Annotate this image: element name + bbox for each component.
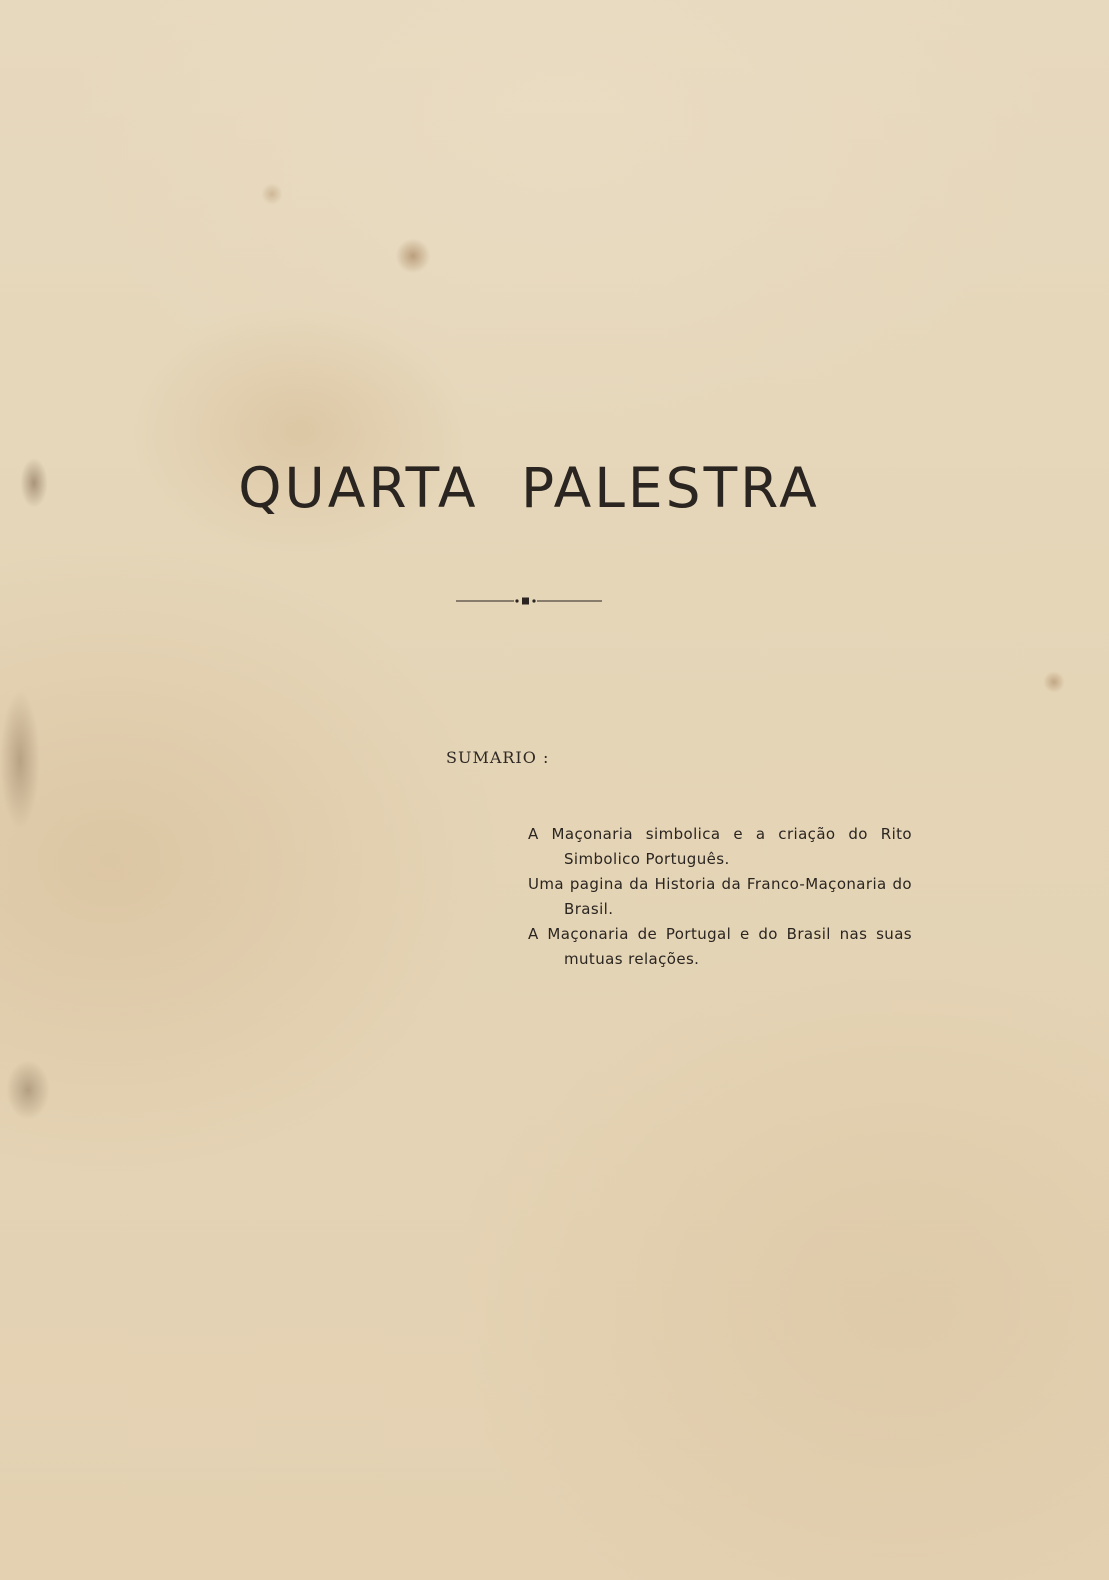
paper-stain: [396, 238, 430, 274]
paper-tear: [6, 1060, 50, 1120]
summary-heading: SUMARIO :: [446, 748, 550, 767]
summary-list: [528, 822, 912, 972]
divider-ornament: [456, 594, 602, 608]
summary-item: A Maçonaria simbolica e a criação do Rito Simbolico Português.: [528, 825, 912, 868]
paper-stain: [262, 182, 282, 206]
summary-item: Uma pagina da Historia da Franco-Maçonaria do Brasil.: [528, 875, 912, 918]
summary-item: A Maçonaria de Portugal e do Brasil nas suas mutuas relações.: [528, 925, 912, 968]
page-title: QUARTA PALESTRA: [238, 456, 820, 520]
paper-stain: [1043, 671, 1065, 693]
paper-tear: [0, 690, 40, 830]
